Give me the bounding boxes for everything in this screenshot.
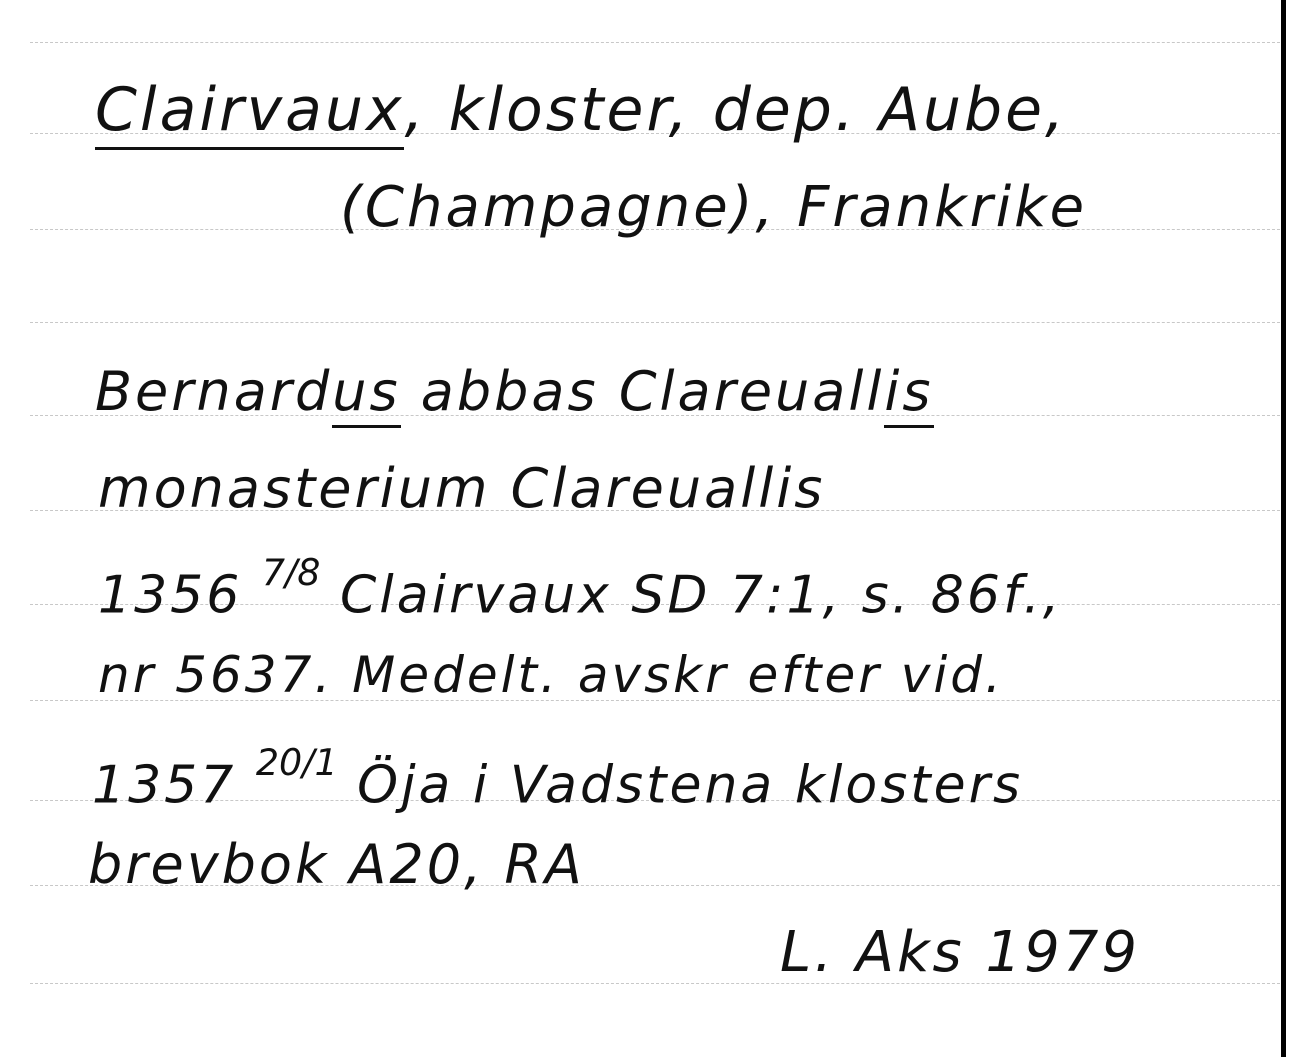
heading-place: Clairvaux	[95, 75, 404, 150]
body-line-5	[92, 741, 1024, 816]
body-line-5-year: 1357	[92, 755, 256, 816]
body-line-1-d: is	[884, 360, 933, 428]
body-line-1-c: abbas Clareuall	[400, 360, 885, 423]
body-line-3-year: 1356	[98, 565, 262, 626]
body-line-3	[98, 551, 1063, 626]
card-rule	[30, 42, 1280, 43]
body-line-2: monasterium Clareuallis	[98, 457, 826, 520]
heading-line-2: (Champagne), Frankrike	[340, 175, 1088, 240]
heading-rest: , kloster, dep. Aube,	[404, 75, 1068, 145]
heading-line-1	[95, 75, 1068, 145]
card-edge	[1281, 0, 1286, 1057]
body-line-3-rest: Clairvaux SD 7:1, s. 86f.,	[320, 565, 1063, 626]
body-line-3-date: 7/8	[261, 551, 321, 594]
body-line-5-rest: Öja i Vadstena klosters	[337, 755, 1024, 816]
body-line-1-a: Bernard	[95, 360, 333, 423]
body-line-1	[95, 360, 934, 423]
body-line-4: nr 5637. Medelt. avskr efter vid.	[98, 646, 1004, 704]
body-line-1-b: us	[332, 360, 400, 428]
body-line-6: brevbok A20, RA	[88, 833, 585, 896]
signature: L. Aks 1979	[780, 920, 1141, 985]
card-rule	[30, 322, 1280, 323]
body-line-5-date: 20/1	[255, 741, 338, 784]
